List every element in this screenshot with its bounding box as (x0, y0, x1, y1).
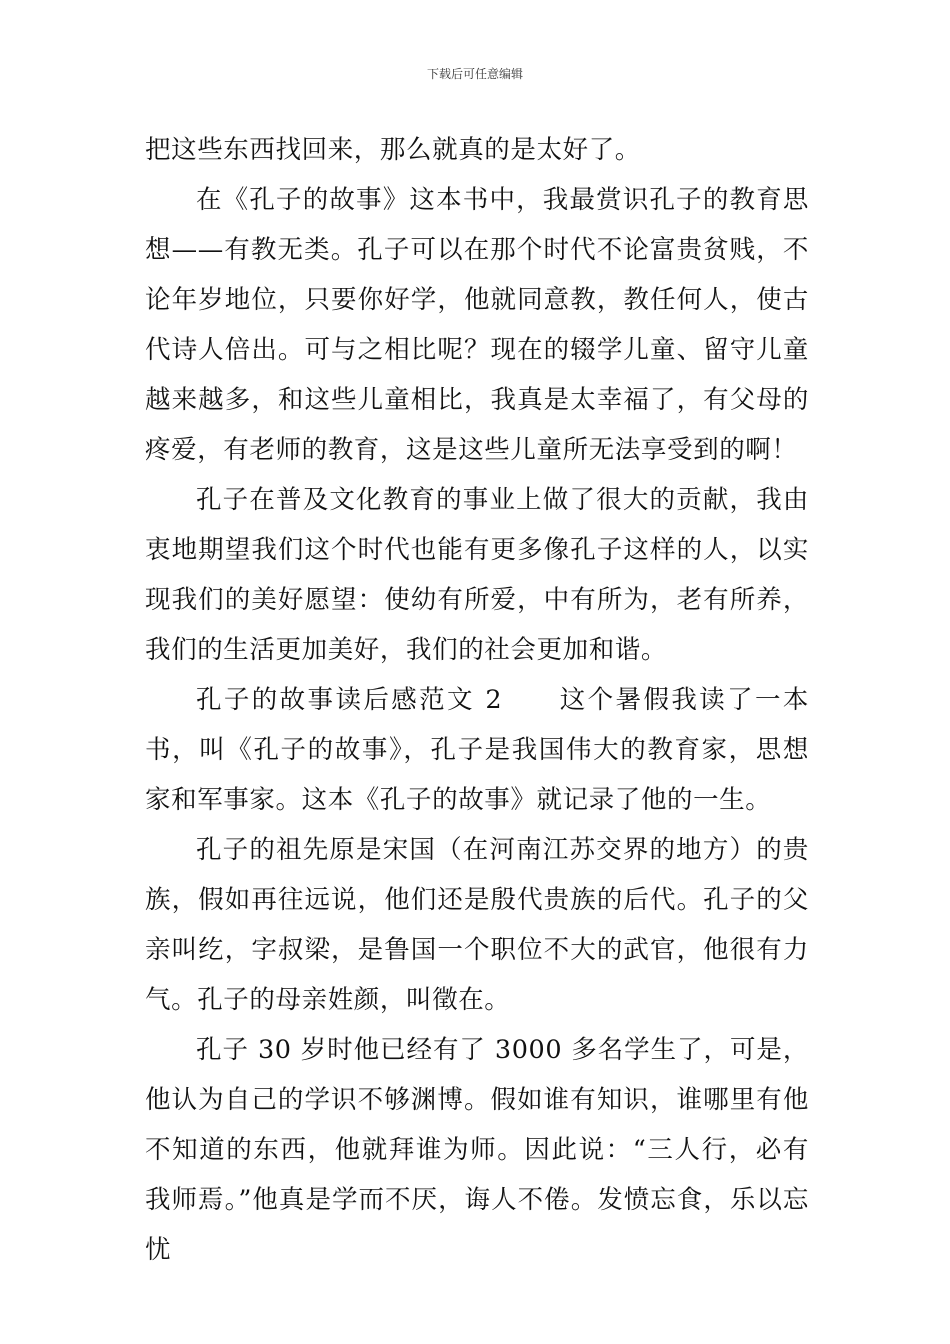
page-header: 下载后可任意编辑 (426, 67, 523, 81)
paragraph-ancestry: 孔子的祖先原是宋国（在河南江苏交界的地方）的贵族，假如再往远说，他们还是殷代贵族的后代。孔子的父亲叫纥，字叔梁，是鲁国一个职位不大的武官，他很有力气。孔子的母亲姓颜，叫徵在。 (145, 835, 809, 1015)
paragraph-continuation: 把这些东西找回来，那么就真的是太好了。 (145, 135, 641, 165)
paragraph-essay-2-intro: 孔子的故事读后感范文 2 这个暑假我读了一本书，叫《孔子的故事》，孔子是我国伟大的教育家，思想家和军事家。这本《孔子的故事》就记录了他的一生。 (145, 685, 809, 815)
paragraph-students: 孔子 30 岁时他已经有了 3000 多名学生了，可是，他认为自己的学识不够渊博。假如谁有知识，谁哪里有他不知道的东西，他就拜谁为师。因此说：“三人行，必有我师焉。”他真是学而不厌，诲人不倦。发愤忘食，乐以忘忧 (145, 1035, 809, 1265)
paragraph-contribution: 孔子在普及文化教育的事业上做了很大的贡献，我由衷地期望我们这个时代也能有更多像孔子这样的人，以实现我们的美好愿望：使幼有所爱，中有所为，老有所养，我们的生活更加美好，我们的社会更加和谐。 (145, 485, 809, 665)
document-body (145, 125, 809, 1275)
paragraph-teaching-thought: 在《孔子的故事》这本书中，我最赏识孔子的教育思想——有教无类。孔子可以在那个时代不论富贵贫贱，不论年岁地位，只要你好学，他就同意教，教任何人，使古代诗人倍出。可与之相比呢？现在的辍学儿童、留守儿童越来越多，和这些儿童相比，我真是太幸福了，有父母的疼爱，有老师的教育，这是这些儿童所无法享受到的啊！ (145, 185, 809, 465)
